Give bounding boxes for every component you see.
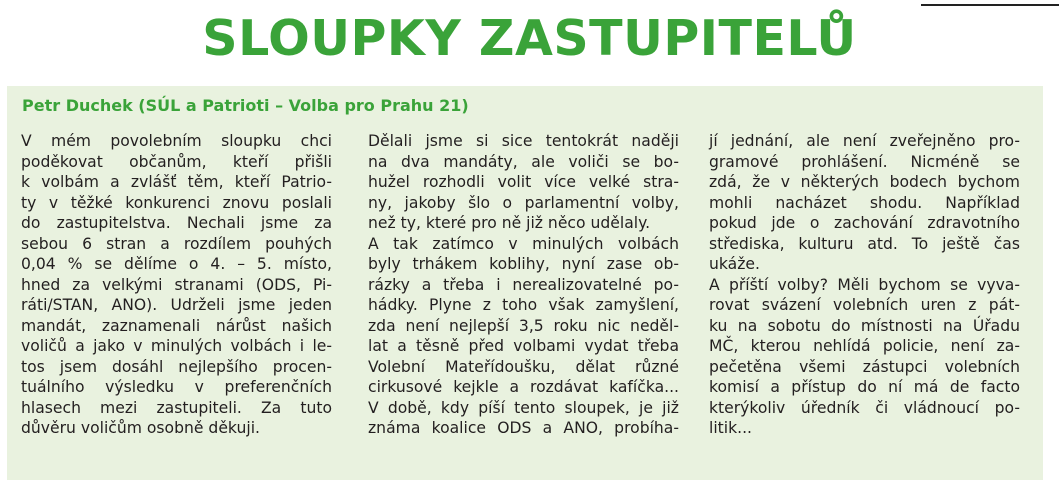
text-column-2 (368, 131, 679, 439)
text-line: mandát, zaznamenali nárůst našich (21, 316, 332, 335)
text-line: než ty, které pro ně již něco udělaly. (368, 214, 651, 232)
text-line: zdá, že v některých bodech bychom (709, 173, 1020, 191)
text-line: do zastupitelstva. Nechali jsme za (21, 214, 332, 232)
text-line: ty v těžké konkurenci znovu poslali (21, 193, 332, 212)
text-line: A příští volby? Měli bychom se vyva- (709, 275, 1020, 294)
text-line: byly trhákem koblihy, nyní zase ob- (368, 255, 679, 273)
text-line: hlasech mezi zastupiteli. Za tuto (21, 398, 332, 417)
text-line: jí jednání, ale není zveřejněno pro- (709, 132, 1020, 150)
text-line: pečetěna všemi zástupci volebních (709, 357, 1020, 376)
text-line: tuálního výsledku v preferenčních (21, 378, 332, 396)
text-line: voličů a jako v minulých volbách i le- (21, 337, 332, 355)
text-line: hned za velkými stranami (ODS, Pi- (21, 275, 332, 294)
text-line: A tak zatímco v minulých volbách (368, 234, 679, 253)
text-line: ráti/STAN, ANO). Udrželi jsme jeden (21, 296, 332, 314)
text-line: kterýkoliv úředník či vládnoucí po- (709, 398, 1020, 417)
text-line: k volbám a zvlášť těm, kteří Patrio- (21, 173, 332, 191)
text-line: V mém povolebním sloupku chci (21, 132, 332, 150)
text-line: komisí a přístup do ní má de facto (709, 378, 1020, 396)
text-line: rázky a třeba i nerealizovatelné po- (368, 275, 679, 294)
article-byline: Petr Duchek (SÚL a Patrioti – Volba pro Prahu 21) (22, 96, 469, 115)
text-line: poděkovat občanům, kteří přišli (21, 152, 332, 171)
text-line: mohli nacházet shodu. Například (709, 193, 1020, 212)
page-headline: SLOUPKY ZASTUPITELŮ (202, 9, 857, 67)
text-line: důvěru voličům osobně děkuji. (21, 419, 260, 437)
text-line: hužel rozhodli volit více velké stra- (368, 173, 679, 191)
text-line: tos jsem dosáhl nejlepšího procen- (21, 357, 332, 376)
text-line: litik... (709, 419, 753, 437)
text-line: známa koalice ODS a ANO, probíha- (368, 419, 679, 437)
text-line: sebou 6 stran a rozdílem pouhých (21, 234, 332, 253)
text-line: cirkusové kejkle a rozdávat kafíčka... (368, 378, 679, 396)
text-line: 0,04 % se dělíme o 4. – 5. místo, (21, 255, 332, 273)
text-line: pokud jde o zachování zdravotního (709, 214, 1020, 232)
text-line: rovat svázení volebních uren z pát- (709, 296, 1020, 314)
text-line: ukáže. (709, 255, 760, 273)
text-line: hádky. Plyne z toho však zamyšlení, (368, 296, 679, 314)
text-line: V době, kdy píší tento sloupek, je již (368, 398, 679, 417)
text-line: střediska, kulturu atd. To ještě čas (709, 234, 1020, 253)
text-column-1 (21, 131, 332, 439)
text-line: ny, jakoby šlo o parlamentní volby, (368, 193, 679, 212)
text-line: zda není nejlepší 3,5 roku nic neděl- (368, 316, 679, 335)
text-column-3 (709, 131, 1020, 439)
text-line: Dělali jsme si sice tentokrát naději (368, 132, 679, 150)
text-line: gramové prohlášení. Nicméně se (709, 152, 1020, 171)
text-line: na dva mandáty, ale voliči se bo- (368, 152, 679, 171)
text-line: ku na sobotu do místnosti na Úřadu (709, 316, 1020, 335)
text-line: MČ, kterou nehlídá policie, není za- (709, 337, 1020, 355)
text-line: Volební Mateřídoušku, dělat různé (368, 357, 679, 376)
text-line: lat a těsně před volbami vydat třeba (368, 337, 679, 355)
